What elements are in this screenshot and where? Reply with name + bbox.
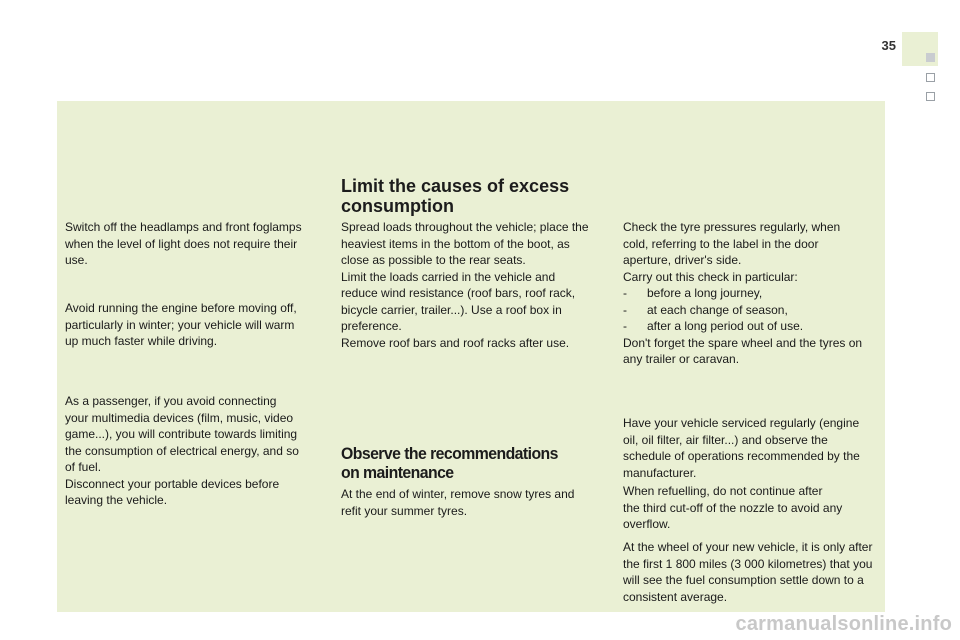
- multimedia-paragraph: [65, 393, 299, 509]
- text-line: At the wheel of your new vehicle, it is only after: [623, 540, 873, 554]
- bullet-item: - after a long period out of use.: [623, 319, 804, 333]
- servicing-paragraph: [623, 415, 860, 481]
- text-line: Have your vehicle serviced regularly (engine: [623, 416, 860, 430]
- text-line: reduce wind resistance (roof bars, roof rack,: [341, 286, 576, 300]
- heading-line: Observe the recommendations: [341, 444, 558, 463]
- headlamps-paragraph: [65, 219, 302, 269]
- text-line: leaving the vehicle.: [65, 493, 168, 507]
- bullet-text: before a long journey,: [647, 286, 763, 300]
- text-line: of fuel.: [65, 460, 102, 474]
- text-line: manufacturer.: [623, 465, 697, 480]
- text-line: Remove roof bars and roof racks after use.: [341, 335, 570, 350]
- text-line: Disconnect your portable devices before: [65, 476, 280, 491]
- text-line: up much faster while driving.: [65, 334, 218, 348]
- heading-excess-consumption: [341, 176, 569, 216]
- heading-line: consumption: [341, 196, 454, 216]
- watermark: carmanualsonline.info: [735, 613, 952, 635]
- text-line: Limit the loads carried in the vehicle and: [341, 269, 556, 284]
- text-line: consistent average.: [623, 589, 728, 604]
- new-vehicle-paragraph: [623, 539, 872, 605]
- bullet-item: - at each change of season,: [623, 302, 788, 317]
- heading-line: on maintenance: [341, 463, 454, 482]
- text-line: when the level of light does not require their: [65, 236, 298, 251]
- text-line: Don't forget the spare wheel and the tyres on: [623, 335, 863, 350]
- text-line: close as possible to the rear seats.: [341, 253, 526, 267]
- text-line: overflow.: [623, 517, 671, 531]
- bullet-text: at each change of season,: [647, 302, 788, 317]
- text-line: particularly in winter; your vehicle will warm: [65, 317, 295, 332]
- text-line: any trailer or caravan.: [623, 352, 740, 366]
- text-line: Spread loads throughout the vehicle; place the: [341, 220, 589, 234]
- text-line: oil, oil filter, air filter...) and observe the: [623, 432, 828, 447]
- text-line: will see the fuel consumption settle down to a: [623, 573, 864, 587]
- snow-tyres-paragraph: [341, 486, 574, 519]
- text-line: bicycle carrier, trailer...). Use a roof box in: [341, 302, 562, 317]
- text-line: preference.: [341, 319, 402, 333]
- heading-line: Limit the causes of excess: [341, 176, 570, 196]
- bullet-text: after a long period out of use.: [647, 319, 804, 333]
- tyre-pressure-paragraph: [623, 219, 862, 368]
- text-line: heaviest items in the bottom of the boot, as: [341, 236, 570, 251]
- bullet-item: - before a long journey,: [623, 286, 763, 300]
- heading-maintenance: [341, 444, 558, 482]
- chapter-marker: [926, 92, 935, 101]
- text-line: Carry out this check in particular:: [623, 269, 798, 284]
- text-line: Avoid running the engine before moving off,: [65, 301, 297, 315]
- refuelling-paragraph: [623, 483, 842, 533]
- text-line: Check the tyre pressures regularly, when: [623, 220, 841, 234]
- text-line: your multimedia devices (film, music, video: [65, 410, 294, 425]
- text-line: aperture, driver's side.: [623, 253, 742, 267]
- loads-paragraph: [341, 219, 589, 351]
- text-line: refit your summer tyres.: [341, 503, 468, 518]
- text-line: Switch off the headlamps and front foglamps: [65, 220, 302, 234]
- chapter-marker: [926, 73, 935, 82]
- text-line: game...), you will contribute towards limiting: [65, 427, 298, 441]
- text-line: schedule of operations recommended by the: [623, 449, 860, 463]
- text-line: the first 1 800 miles (3 000 kilometres) that you: [623, 556, 873, 571]
- text-line: the consumption of electrical energy, and so: [65, 443, 299, 458]
- text-line: As a passenger, if you avoid connecting: [65, 394, 277, 408]
- engine-warmup-paragraph: [65, 300, 297, 350]
- text-line: cold, referring to the label in the door: [623, 236, 819, 251]
- text-line: When refuelling, do not continue after: [623, 484, 823, 498]
- text-line: use.: [65, 253, 88, 267]
- page-number: 35: [881, 38, 896, 53]
- text-line: the third cut-off of the nozzle to avoid any: [623, 500, 843, 515]
- text-line: At the end of winter, remove snow tyres and: [341, 487, 575, 501]
- chapter-marker-active: [926, 53, 935, 62]
